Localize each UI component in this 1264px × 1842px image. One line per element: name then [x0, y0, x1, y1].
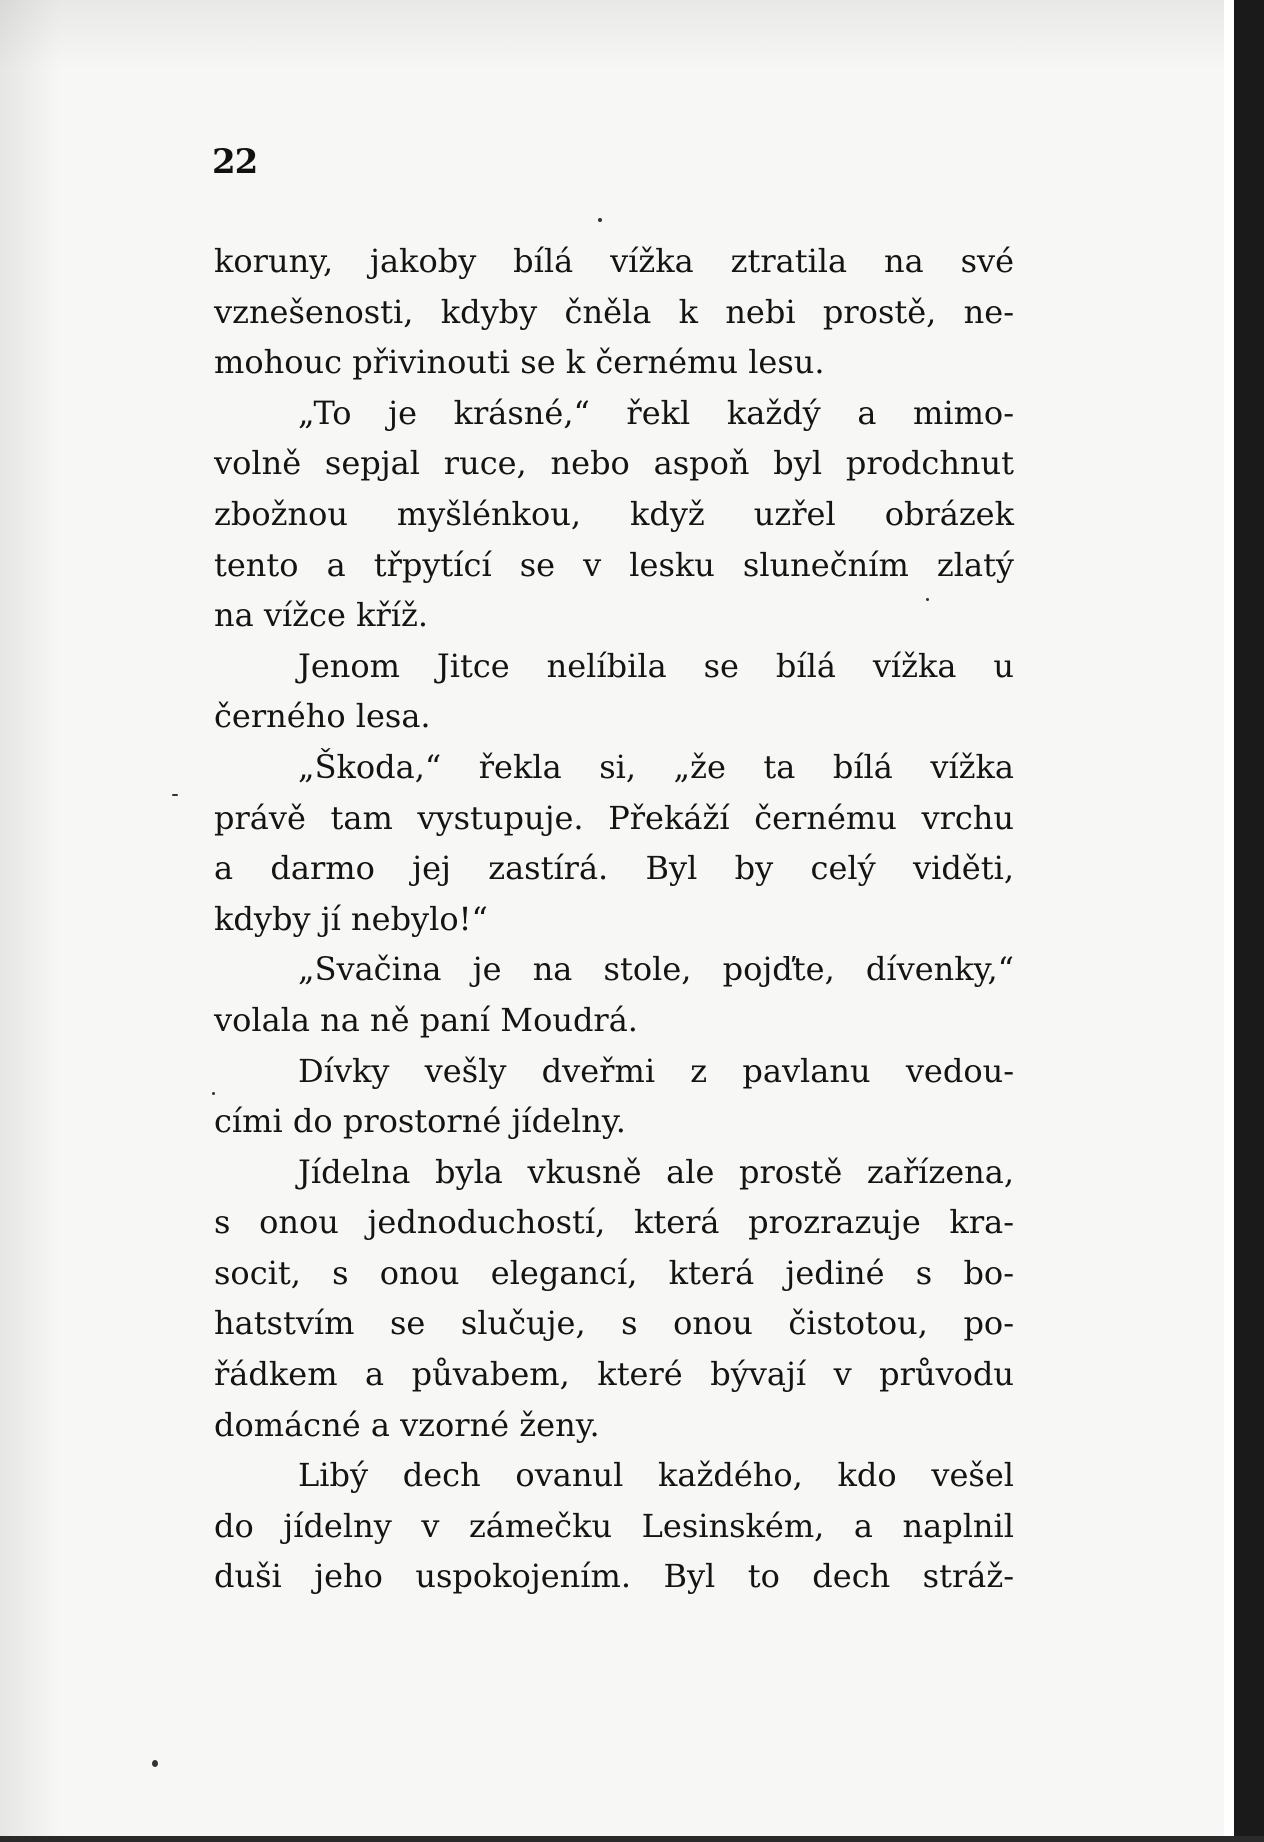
scan-border-bottom	[0, 1836, 1264, 1842]
page-shadow-left	[0, 0, 60, 1842]
page-number: 22	[212, 142, 258, 182]
dust-speck	[152, 1760, 158, 1767]
text-line: domácné a vzorné ženy.	[214, 1405, 600, 1444]
dust-speck	[212, 1092, 215, 1095]
scan-border-right	[1234, 0, 1264, 1842]
dust-speck	[598, 218, 602, 222]
text-line: hatstvím se slučuje, s onou čistotou, po-	[214, 1304, 1014, 1343]
text-line: tento a třpytící se v lesku slunečním zlatý	[214, 545, 1014, 584]
text-line: do jídelny v zámečku Lesinském, a naplnil	[214, 1506, 1014, 1545]
text-line: řádkem a půvabem, které bývají v průvodu	[214, 1355, 1014, 1394]
body-text	[214, 236, 1014, 1602]
text-line: Dívky vešly dveřmi z pavlanu vedou-	[298, 1051, 1014, 1090]
text-line: „Škoda,“ řekla si, „že ta bílá vížka	[298, 747, 1014, 786]
text-line: „Svačina je na stole, pojďte, dívenky,“	[298, 950, 1014, 989]
text-line: volně sepjal ruce, nebo aspoň byl prodchnut	[214, 444, 1014, 483]
text-line: zbožnou myšlénkou, když uzřel obrázek	[214, 494, 1014, 533]
text-line: Libý dech ovanul každého, kdo vešel	[298, 1456, 1014, 1495]
text-line: s onou jednoduchostí, která prozrazuje kra-	[214, 1203, 1014, 1242]
text-line: Jídelna byla vkusně ale prostě zařízena,	[298, 1152, 1014, 1191]
text-line: „To je krásné,“ řekl každý a mimo-	[298, 393, 1014, 432]
dust-speck	[926, 598, 929, 601]
text-line: kdyby jí nebylo!“	[214, 899, 488, 938]
text-line: právě tam vystupuje. Překáží černému vrchu	[214, 798, 1014, 837]
dust-speck	[172, 794, 178, 796]
text-line: Jenom Jitce nelíbila se bílá vížka u	[298, 646, 1014, 685]
text-line: a darmo jej zastírá. Byl by celý viděti,	[214, 849, 1014, 888]
text-line: na vížce kříž.	[214, 596, 429, 635]
text-line: cími do prostorné jídelny.	[214, 1102, 626, 1141]
text-line: socit, s onou elegancí, která jediné s bo-	[214, 1253, 1014, 1292]
text-line: mohouc přivinouti se k černému lesu.	[214, 343, 825, 382]
text-line: koruny, jakoby bílá vížka ztratila na své	[214, 242, 1014, 280]
text-line: duši jeho uspokojením. Byl to dech stráž-	[214, 1557, 1014, 1596]
page-shadow-top	[0, 0, 1224, 70]
page-margin-right	[1224, 0, 1234, 1842]
text-line: černého lesa.	[214, 697, 431, 736]
text-line: vznešenosti, kdyby čněla k nebi prostě, ne-	[214, 292, 1014, 331]
text-line: volala na ně paní Moudrá.	[214, 1000, 638, 1039]
